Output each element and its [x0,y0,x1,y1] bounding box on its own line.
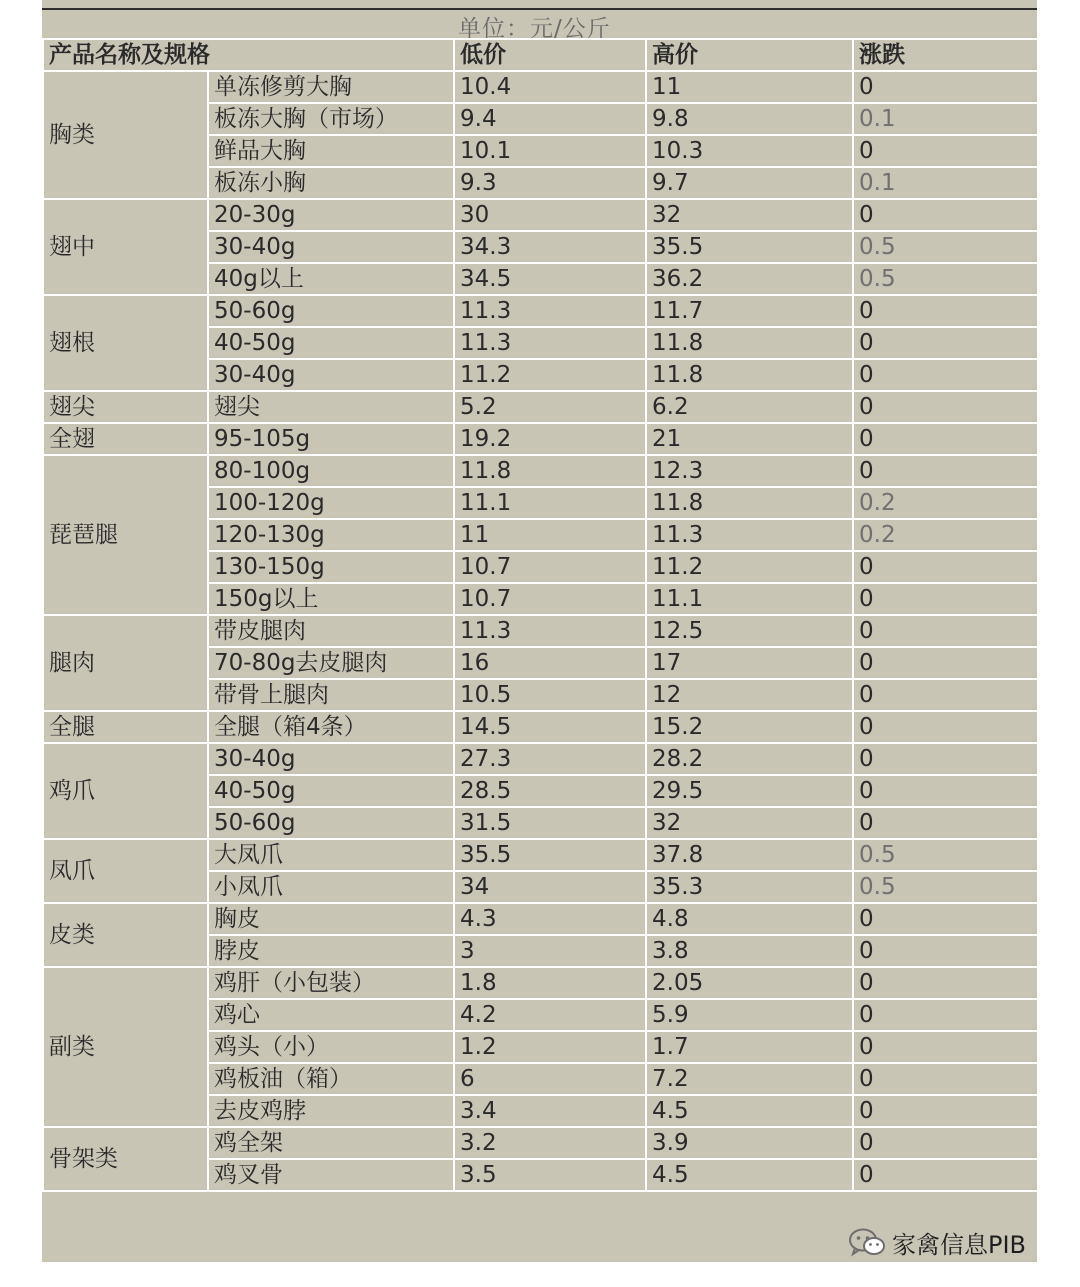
low-price-cell: 11.3 [454,295,646,327]
spec-cell: 大凤爪 [208,839,454,871]
category-cell: 全翅 [43,423,208,455]
spec-cell: 板冻大胸（市场） [208,103,454,135]
spec-cell: 小凤爪 [208,871,454,903]
low-price-cell: 5.2 [454,391,646,423]
category-cell: 琵琶腿 [43,455,208,615]
high-price-cell: 21 [646,423,853,455]
spec-cell: 30-40g [208,231,454,263]
spec-cell: 40g以上 [208,263,454,295]
high-price-cell: 37.8 [646,839,853,871]
low-price-cell: 10.4 [454,71,646,103]
low-price-cell: 9.3 [454,167,646,199]
high-price-cell: 17 [646,647,853,679]
table-row [43,199,1038,231]
low-price-cell: 3.5 [454,1159,646,1191]
change-cell: 0 [853,423,1038,455]
low-price-cell: 4.3 [454,903,646,935]
table-row [43,71,1038,103]
spec-cell: 鲜品大胸 [208,135,454,167]
high-price-cell: 11 [646,71,853,103]
high-price-cell: 32 [646,807,853,839]
change-cell: 0 [853,1031,1038,1063]
high-price-cell: 11.8 [646,487,853,519]
spec-cell: 50-60g [208,295,454,327]
spec-cell: 鸡肝（小包装） [208,967,454,999]
category-cell: 翅根 [43,295,208,391]
wechat-icon [848,1227,886,1257]
low-price-cell: 27.3 [454,743,646,775]
spec-cell: 带皮腿肉 [208,615,454,647]
top-border [42,0,1037,10]
high-price-cell: 10.3 [646,135,853,167]
spec-cell: 鸡心 [208,999,454,1031]
low-price-cell: 19.2 [454,423,646,455]
spec-cell: 150g以上 [208,583,454,615]
change-cell: 0 [853,679,1038,711]
high-price-cell: 3.8 [646,935,853,967]
change-cell: 0 [853,1159,1038,1191]
spec-cell: 翅尖 [208,391,454,423]
change-cell: 0 [853,391,1038,423]
category-cell: 翅尖 [43,391,208,423]
change-cell: 0 [853,615,1038,647]
high-price-cell: 28.2 [646,743,853,775]
low-price-cell: 14.5 [454,711,646,743]
low-price-cell: 30 [454,199,646,231]
low-price-cell: 9.4 [454,103,646,135]
change-cell: 0 [853,295,1038,327]
header-product: 产品名称及规格 [43,39,454,71]
high-price-cell: 3.9 [646,1127,853,1159]
high-price-cell: 4.5 [646,1095,853,1127]
low-price-cell: 34.3 [454,231,646,263]
change-cell: 0 [853,711,1038,743]
high-price-cell: 11.1 [646,583,853,615]
high-price-cell: 12.5 [646,615,853,647]
change-cell: 0.5 [853,231,1038,263]
category-cell: 翅中 [43,199,208,295]
watermark-text: 家禽信息PIB [892,1230,1027,1259]
low-price-cell: 1.8 [454,967,646,999]
spec-cell: 120-130g [208,519,454,551]
low-price-cell: 11.3 [454,327,646,359]
spec-cell: 胸皮 [208,903,454,935]
change-cell: 0 [853,999,1038,1031]
change-cell: 0.1 [853,167,1038,199]
table-row [43,455,1038,487]
price-table [42,38,1039,1192]
low-price-cell: 34 [454,871,646,903]
unit-label: 单位：元/公斤 [458,16,611,42]
category-cell: 全腿 [43,711,208,743]
change-cell: 0 [853,903,1038,935]
spec-cell: 40-50g [208,327,454,359]
change-cell: 0 [853,359,1038,391]
change-cell: 0.1 [853,103,1038,135]
spec-cell: 板冻小胸 [208,167,454,199]
low-price-cell: 31.5 [454,807,646,839]
spec-cell: 带骨上腿肉 [208,679,454,711]
high-price-cell: 11.7 [646,295,853,327]
table-row [43,615,1038,647]
spec-cell: 80-100g [208,455,454,487]
low-price-cell: 11.1 [454,487,646,519]
change-cell: 0 [853,71,1038,103]
spec-cell: 全腿（箱4条） [208,711,454,743]
low-price-cell: 3.4 [454,1095,646,1127]
high-price-cell: 9.8 [646,103,853,135]
change-cell: 0.5 [853,839,1038,871]
change-cell: 0 [853,583,1038,615]
table-body [43,71,1038,1191]
table-row [43,743,1038,775]
high-price-cell: 4.5 [646,1159,853,1191]
change-cell: 0 [853,775,1038,807]
high-price-cell: 11.3 [646,519,853,551]
spec-cell: 100-120g [208,487,454,519]
change-cell: 0 [853,647,1038,679]
low-price-cell: 3.2 [454,1127,646,1159]
low-price-cell: 28.5 [454,775,646,807]
change-cell: 0 [853,199,1038,231]
spec-cell: 鸡板油（箱） [208,1063,454,1095]
spec-cell: 鸡全架 [208,1127,454,1159]
change-cell: 0 [853,135,1038,167]
high-price-cell: 11.8 [646,327,853,359]
high-price-cell: 7.2 [646,1063,853,1095]
spec-cell: 70-80g去皮腿肉 [208,647,454,679]
high-price-cell: 11.8 [646,359,853,391]
high-price-cell: 1.7 [646,1031,853,1063]
change-cell: 0.2 [853,487,1038,519]
header-change: 涨跌 [853,39,1038,71]
change-cell: 0 [853,967,1038,999]
high-price-cell: 4.8 [646,903,853,935]
low-price-cell: 1.2 [454,1031,646,1063]
change-cell: 0 [853,455,1038,487]
low-price-cell: 11 [454,519,646,551]
table-row [43,711,1038,743]
low-price-cell: 16 [454,647,646,679]
category-cell: 副类 [43,967,208,1127]
change-cell: 0 [853,743,1038,775]
change-cell: 0.5 [853,871,1038,903]
spec-cell: 130-150g [208,551,454,583]
high-price-cell: 15.2 [646,711,853,743]
high-price-cell: 2.05 [646,967,853,999]
low-price-cell: 6 [454,1063,646,1095]
spec-cell: 95-105g [208,423,454,455]
high-price-cell: 32 [646,199,853,231]
category-cell: 凤爪 [43,839,208,903]
category-cell: 鸡爪 [43,743,208,839]
high-price-cell: 11.2 [646,551,853,583]
spec-cell: 去皮鸡脖 [208,1095,454,1127]
low-price-cell: 10.1 [454,135,646,167]
header-low: 低价 [454,39,646,71]
high-price-cell: 35.3 [646,871,853,903]
table-row [43,967,1038,999]
low-price-cell: 10.7 [454,551,646,583]
low-price-cell: 3 [454,935,646,967]
spec-cell: 30-40g [208,743,454,775]
high-price-cell: 36.2 [646,263,853,295]
table-row [43,295,1038,327]
table-row [43,1127,1038,1159]
table-row [43,391,1038,423]
header-row [43,39,1038,71]
watermark [848,1224,1026,1260]
high-price-cell: 12.3 [646,455,853,487]
spec-cell: 30-40g [208,359,454,391]
change-cell: 0 [853,807,1038,839]
low-price-cell: 10.5 [454,679,646,711]
spec-cell: 鸡叉骨 [208,1159,454,1191]
high-price-cell: 12 [646,679,853,711]
change-cell: 0 [853,935,1038,967]
table-row [43,423,1038,455]
low-price-cell: 34.5 [454,263,646,295]
spec-cell: 单冻修剪大胸 [208,71,454,103]
high-price-cell: 9.7 [646,167,853,199]
table-row [43,839,1038,871]
spec-cell: 40-50g [208,775,454,807]
spec-cell: 50-60g [208,807,454,839]
spec-cell: 鸡头（小） [208,1031,454,1063]
high-price-cell: 5.9 [646,999,853,1031]
category-cell: 皮类 [43,903,208,967]
change-cell: 0 [853,1095,1038,1127]
low-price-cell: 11.3 [454,615,646,647]
low-price-cell: 10.7 [454,583,646,615]
table-row [43,903,1038,935]
low-price-cell: 11.8 [454,455,646,487]
category-cell: 骨架类 [43,1127,208,1191]
low-price-cell: 4.2 [454,999,646,1031]
header-high: 高价 [646,39,853,71]
high-price-cell: 29.5 [646,775,853,807]
change-cell: 0 [853,1063,1038,1095]
category-cell: 腿肉 [43,615,208,711]
high-price-cell: 35.5 [646,231,853,263]
spec-cell: 20-30g [208,199,454,231]
change-cell: 0.2 [853,519,1038,551]
change-cell: 0.5 [853,263,1038,295]
low-price-cell: 11.2 [454,359,646,391]
category-cell: 胸类 [43,71,208,199]
spec-cell: 脖皮 [208,935,454,967]
low-price-cell: 35.5 [454,839,646,871]
change-cell: 0 [853,327,1038,359]
high-price-cell: 6.2 [646,391,853,423]
change-cell: 0 [853,1127,1038,1159]
change-cell: 0 [853,551,1038,583]
